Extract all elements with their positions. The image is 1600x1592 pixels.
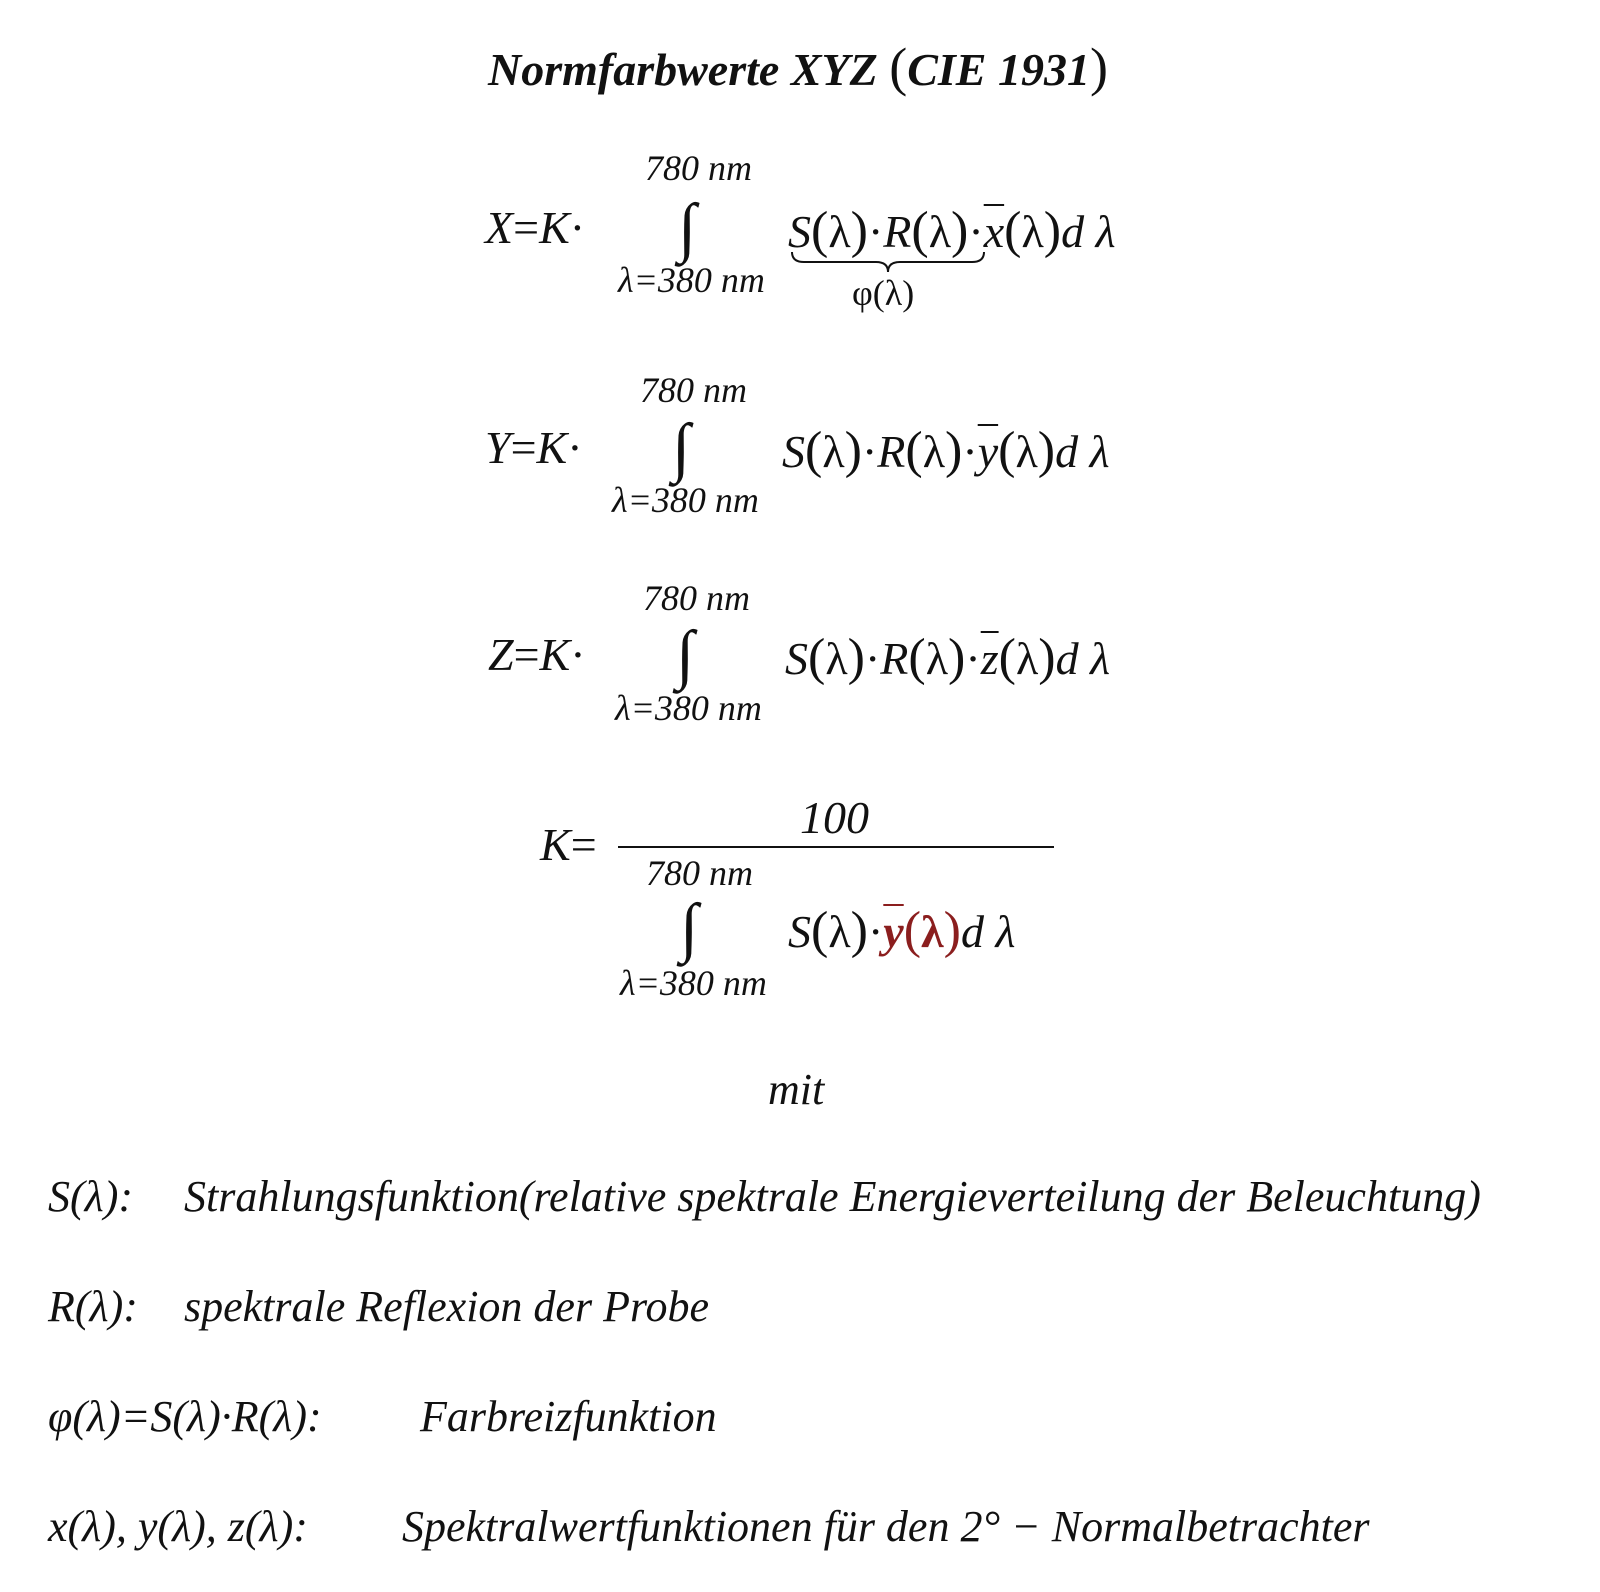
k-lhs: K= [540, 819, 597, 870]
lower-limit: λ=380 nm [618, 260, 765, 300]
k-numerator: 100 [800, 792, 869, 843]
definition-item [48, 1502, 1370, 1551]
upper-limit: 780 nm [646, 853, 753, 893]
upper-limit: 780 nm [643, 578, 750, 618]
definition-item [48, 1392, 717, 1441]
integrand: $S(\lambda)\cdot R(\lambda)\cdot\overline{y}(\lambda)d$ λ [782, 422, 1110, 479]
definition-item [48, 1282, 709, 1331]
title-main: Normfarbwerte XYZ [488, 44, 878, 95]
integral-sign: ∫ [676, 618, 695, 691]
integrand: $S(\lambda)\cdot R(\lambda)\cdot\overline{x}(\lambda)d$ λ [788, 202, 1116, 259]
definition-symbol: S(λ): [48, 1172, 134, 1221]
underbrace [790, 250, 986, 274]
title-inner: CIE 1931 [907, 44, 1090, 95]
definition-symbol: R(λ): [48, 1282, 138, 1331]
fraction-bar [618, 846, 1054, 848]
highlighted-y-function: $\overline{y}(\lambda)$ [883, 902, 961, 959]
brace-label: φ(λ) [852, 273, 915, 313]
k-denominator-integrand: $S(\lambda)\cdot\overline{y}(\lambda)d$ λ [788, 902, 1016, 959]
definition-text: Strahlungsfunktion(relative spektrale Energieverteilung der Beleuchtung) [184, 1172, 1481, 1221]
lower-limit: λ=380 nm [620, 963, 767, 1003]
integrand: $S(\lambda)\cdot R(\lambda)\cdot\overline{z}(\lambda)d$ λ [785, 629, 1111, 686]
lower-limit: λ=380 nm [612, 480, 759, 520]
lower-limit: λ=380 nm [615, 688, 762, 728]
upper-limit: 780 nm [640, 370, 747, 410]
definition-symbol: φ(λ)=S(λ)·R(λ): [48, 1392, 322, 1441]
integral-sign: ∫ [672, 411, 691, 484]
definition-text: spektrale Reflexion der Probe [184, 1282, 709, 1331]
equation-lhs: Y=K· [485, 422, 583, 473]
definition-item [48, 1172, 1481, 1221]
page-title: Normfarbwerte XYZ (CIE 1931) [488, 37, 1108, 97]
definition-symbol: x(λ), y(λ), z(λ): [48, 1502, 308, 1551]
upper-limit: 780 nm [645, 148, 752, 188]
integral-sign: ∫ [678, 191, 697, 264]
definition-text: Farbreizfunktion [420, 1392, 717, 1441]
equation-lhs: X=K· [485, 202, 586, 253]
equation-lhs: Z=K· [488, 629, 586, 680]
integral-sign: ∫ [680, 891, 699, 964]
definition-text: Spektralwertfunktionen für den 2° − Normalbetrachter [402, 1502, 1370, 1551]
mit-label: mit [768, 1065, 825, 1114]
